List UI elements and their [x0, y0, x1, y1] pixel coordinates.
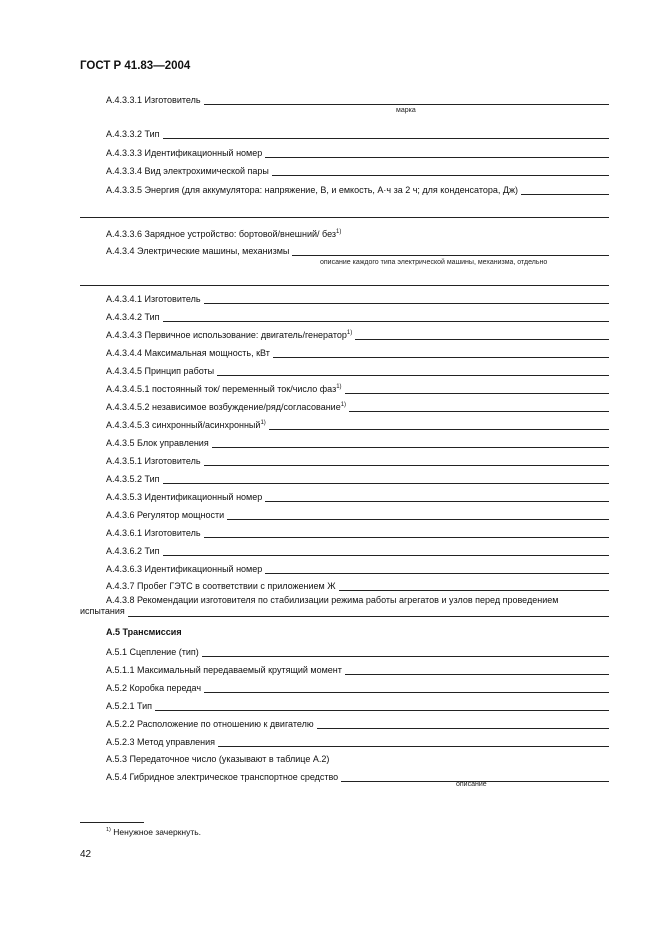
form-row-manufacturer	[106, 93, 609, 105]
section-heading: А.5 Трансмиссия	[106, 627, 182, 637]
field-caption: описание	[456, 781, 487, 788]
footnote	[106, 827, 201, 837]
fill-line[interactable]	[521, 185, 609, 195]
footnote-separator	[80, 822, 144, 823]
fill-line[interactable]	[163, 129, 609, 139]
fill-line[interactable]	[204, 456, 609, 466]
form-row-hybrid-vehicle	[106, 770, 609, 782]
footnote-mark: 1)	[340, 402, 347, 408]
form-row-machine-type	[106, 310, 609, 322]
field-label: А.4.3.4.3 Первичное использование: двигатель/генератор$^{1)}$	[106, 330, 353, 340]
fill-line[interactable]	[265, 148, 609, 158]
fill-line[interactable]	[339, 581, 609, 591]
form-row-gearbox-position	[106, 717, 609, 729]
form-row-regulator-id	[106, 562, 609, 574]
fill-line[interactable]	[345, 384, 609, 394]
footnote-text: Ненужное зачеркнуть.	[113, 827, 202, 837]
form-row-control-unit	[106, 436, 609, 448]
fill-line-full[interactable]	[80, 284, 609, 286]
fill-line[interactable]	[163, 474, 609, 484]
field-label: А.4.3.3.2 Тип	[106, 129, 160, 139]
fill-line[interactable]	[317, 719, 609, 729]
form-row-electric-machines	[106, 244, 609, 256]
fill-line[interactable]	[128, 607, 609, 617]
fill-line[interactable]	[272, 166, 609, 176]
fill-line[interactable]	[292, 246, 609, 256]
form-row-regulator-type	[106, 544, 609, 556]
field-label: А.4.3.3.6 Зарядное устройство: бортовой/внешний/ без$^{1)}$	[106, 229, 342, 239]
field-label: А.4.3.4.5.1 постоянный ток/ переменный ток/число фаз$^{1)}$	[106, 384, 342, 394]
field-label: А.5.2 Коробка передач	[106, 683, 202, 693]
field-label: А.4.3.4.5 Принцип работы	[106, 366, 215, 376]
field-label: А.5.1.1 Максимальный передаваемый крутящий момент	[106, 665, 342, 675]
form-row-excitation	[106, 400, 609, 412]
form-row-control-type	[106, 472, 609, 484]
field-label: А.5.4 Гибридное электрическое транспортное средство	[106, 772, 339, 782]
fill-line[interactable]	[227, 510, 609, 520]
footnote-mark: 1)	[106, 827, 111, 834]
form-row-type	[106, 127, 609, 139]
fill-line[interactable]	[269, 420, 609, 430]
fill-line[interactable]	[345, 665, 609, 675]
form-row-current-type	[106, 382, 609, 394]
form-row-operating-principle	[106, 364, 609, 376]
fill-line[interactable]	[217, 366, 609, 376]
fill-line[interactable]	[355, 330, 609, 340]
paragraph-line: испытания	[80, 606, 125, 616]
form-row-id-number	[106, 146, 609, 158]
field-label: А.4.3.5 Блок управления	[106, 438, 209, 448]
fill-line[interactable]	[265, 492, 609, 502]
form-paragraph-recommendations	[80, 595, 609, 617]
field-label: А.5.2.3 Метод управления	[106, 737, 215, 747]
fill-line[interactable]	[349, 402, 609, 412]
form-row-gear-ratio	[106, 752, 609, 764]
document-header: ГОСТ Р 41.83—2004	[80, 60, 191, 72]
form-row-machine-manufacturer	[106, 292, 609, 304]
field-label: А.4.3.6.3 Идентификационный номер	[106, 564, 263, 574]
field-label: А.4.3.4.4 Максимальная мощность, кВт	[106, 348, 270, 358]
fill-line[interactable]	[204, 528, 609, 538]
fill-line[interactable]	[204, 95, 609, 105]
field-label: А.5.1 Сцепление (тип)	[106, 647, 199, 657]
fill-line[interactable]	[265, 564, 609, 574]
paragraph-line-fill	[80, 606, 609, 617]
field-label: А.4.3.3.4 Вид электрохимической пары	[106, 166, 269, 176]
form-row-primary-use	[106, 328, 609, 340]
field-label: А.5.2.1 Тип	[106, 701, 153, 711]
field-label: А.4.3.5.2 Тип	[106, 474, 160, 484]
fill-line[interactable]	[163, 546, 609, 556]
field-label: А.4.3.3.5 Энергия (для аккумулятора: напряжение, В, и емкость, А·ч за 2 ч; для конденсатора, Дж)	[106, 185, 519, 195]
paragraph-line: А.4.3.8 Рекомендации изготовителя по стабилизации режима работы агрегатов и узлов перед проведением	[106, 595, 559, 605]
form-row-power-regulator	[106, 508, 609, 520]
field-caption: марка	[396, 107, 416, 114]
footnote-mark: 1)	[336, 384, 342, 390]
field-label: А.4.3.6.2 Тип	[106, 546, 160, 556]
field-label: А.4.3.3.1 Изготовитель	[106, 95, 201, 105]
form-row-electrochemical-pair	[106, 164, 609, 176]
page-number: 42	[80, 849, 92, 860]
field-label: А.5.3 Передаточное число (указывают в таблице А.2)	[106, 754, 330, 764]
field-caption: описание каждого типа электрической машины, механизма, отдельно	[320, 259, 548, 266]
form-row-energy	[106, 183, 609, 195]
fill-line[interactable]	[273, 348, 609, 358]
fill-line-full[interactable]	[80, 216, 609, 218]
field-label: А.4.3.7 Пробег ГЭТС в соответствии с приложением Ж	[106, 581, 336, 591]
field-label: А.4.3.4.2 Тип	[106, 312, 160, 322]
form-row-clutch	[106, 645, 609, 657]
field-label: А.4.3.4.5.2 независимое возбуждение/ряд/согласование$^{1)}$	[106, 402, 347, 412]
field-label: А.4.3.6 Регулятор мощности	[106, 510, 225, 520]
field-label: А.4.3.4 Электрические машины, механизмы	[106, 246, 290, 256]
form-row-max-power	[106, 346, 609, 358]
fill-line[interactable]	[155, 701, 609, 711]
fill-line[interactable]	[204, 294, 609, 304]
field-label: А.4.3.6.1 Изготовитель	[106, 528, 201, 538]
form-row-gearbox	[106, 681, 609, 693]
form-row-control-method	[106, 735, 609, 747]
form-row-charger	[106, 227, 609, 239]
fill-line[interactable]	[163, 312, 609, 322]
fill-line[interactable]	[212, 438, 609, 448]
form-row-synchronous	[106, 418, 609, 430]
fill-line[interactable]	[218, 737, 609, 747]
form-row-control-id	[106, 490, 609, 502]
field-label: А.4.3.5.3 Идентификационный номер	[106, 492, 263, 502]
footnote-mark: 1)	[336, 229, 342, 235]
form-row-gearbox-type	[106, 699, 609, 711]
footnote-mark: 1)	[260, 420, 266, 426]
field-label: А.4.3.3.3 Идентификационный номер	[106, 148, 263, 158]
field-label: А.5.2.2 Расположение по отношению к двигателю	[106, 719, 314, 729]
fill-line[interactable]	[204, 683, 609, 693]
form-row-mileage	[106, 579, 609, 591]
form-row-regulator-manufacturer	[106, 526, 609, 538]
field-label: А.4.3.4.5.3 синхронный/асинхронный$^{1)}$	[106, 420, 266, 430]
form-row-control-manufacturer	[106, 454, 609, 466]
field-label: А.4.3.4.1 Изготовитель	[106, 294, 201, 304]
form-row-max-torque	[106, 663, 609, 675]
footnote-mark: 1)	[346, 330, 353, 336]
fill-line[interactable]	[202, 647, 609, 657]
field-label: А.4.3.5.1 Изготовитель	[106, 456, 201, 466]
